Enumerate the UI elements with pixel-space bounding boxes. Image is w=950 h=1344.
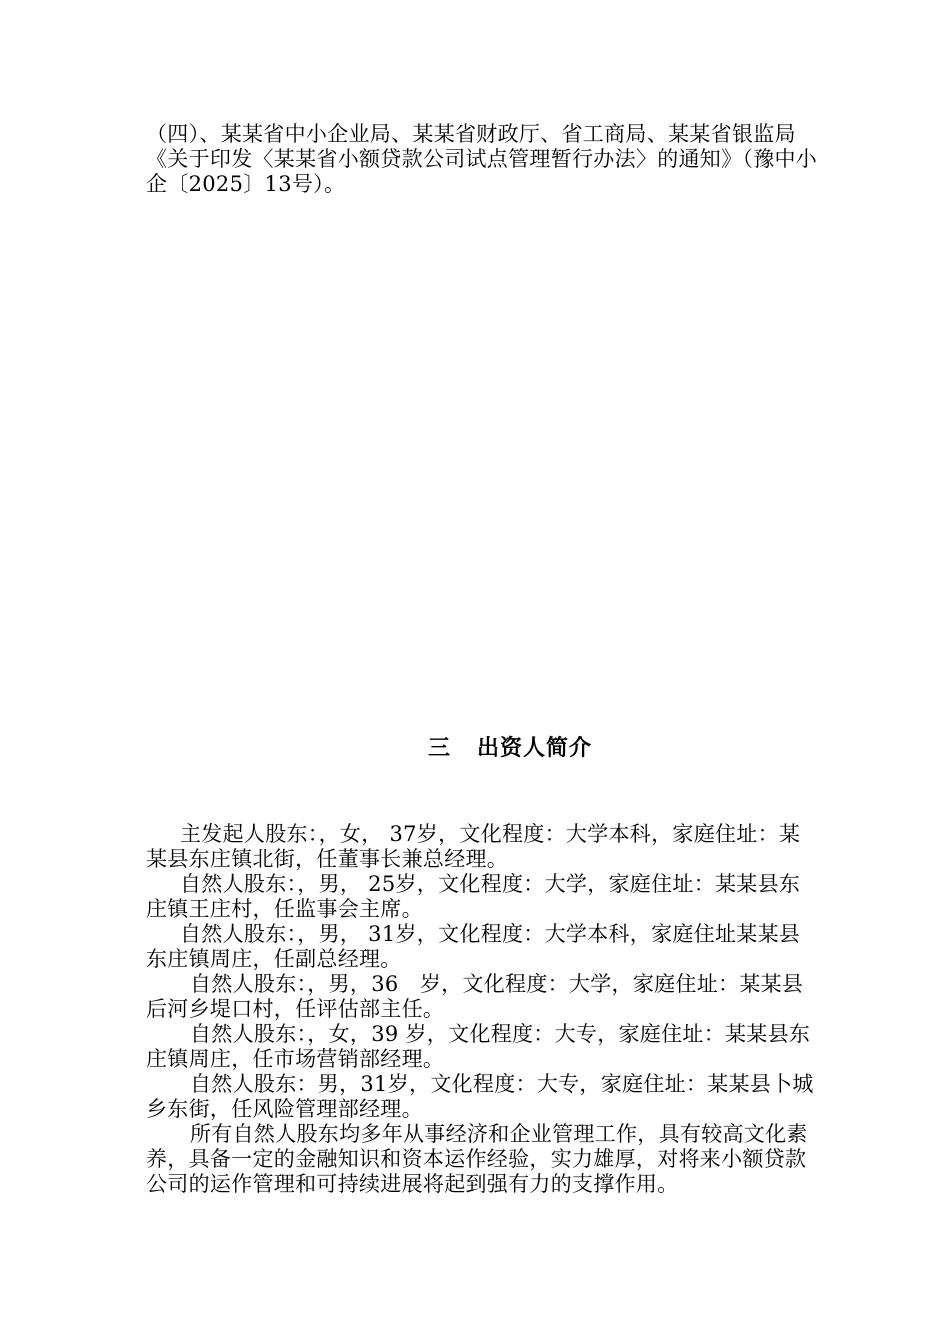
shareholder-bio: 主发起人股东：，女， 37岁，文化程度：大学本科，家庭住址：某某县东庄镇北街，任董事长兼总经理。 bbox=[146, 822, 801, 871]
regulation-reference-paragraph bbox=[146, 122, 818, 197]
shareholder-bio: 自然人股东：，男， 31岁，文化程度：大学本科，家庭住址某某县东庄镇周庄，任副总经理。 bbox=[146, 922, 801, 971]
section-title: 出资人简介 bbox=[477, 736, 593, 761]
section-heading bbox=[0, 735, 950, 763]
shareholders-summary: 所有自然人股东均多年从事经济和企业管理工作，具有较高文化素养，具备一定的金融知识和资本运作经验，实力雄厚，对将来小额贷款公司的运作管理和可持续进展将起到强有力的支撑作用。 bbox=[146, 1122, 808, 1196]
shareholder-bio: 自然人股东：，男，36 岁，文化程度：大学，家庭住址：某某县后河乡堤口村，任评估部主任。 bbox=[146, 972, 804, 1021]
section-number: 三 bbox=[427, 736, 451, 761]
shareholder-bio: 自然人股东：，男， 25岁，文化程度：大学，家庭住址：某某县东庄镇王庄村，任监事会主席。 bbox=[146, 872, 801, 921]
shareholder-bio-list bbox=[146, 822, 818, 1197]
regulation-reference-text: （四）、某某省中小企业局、某某省财政厅、省工商局、某某省银监局《关于印发〈某某省小额贷款公司试点管理暂行办法〉的通知》（豫中小企〔2025〕13号）。 bbox=[146, 122, 818, 196]
shareholder-bio: 自然人股东：男，31岁，文化程度：大专，家庭住址：某某县卜城乡东街，任风险管理部经理。 bbox=[146, 1072, 814, 1121]
shareholder-bio: 自然人股东：，女，39 岁，文化程度：大专，家庭住址：某某县东庄镇周庄，任市场营销部经理。 bbox=[146, 1022, 811, 1071]
